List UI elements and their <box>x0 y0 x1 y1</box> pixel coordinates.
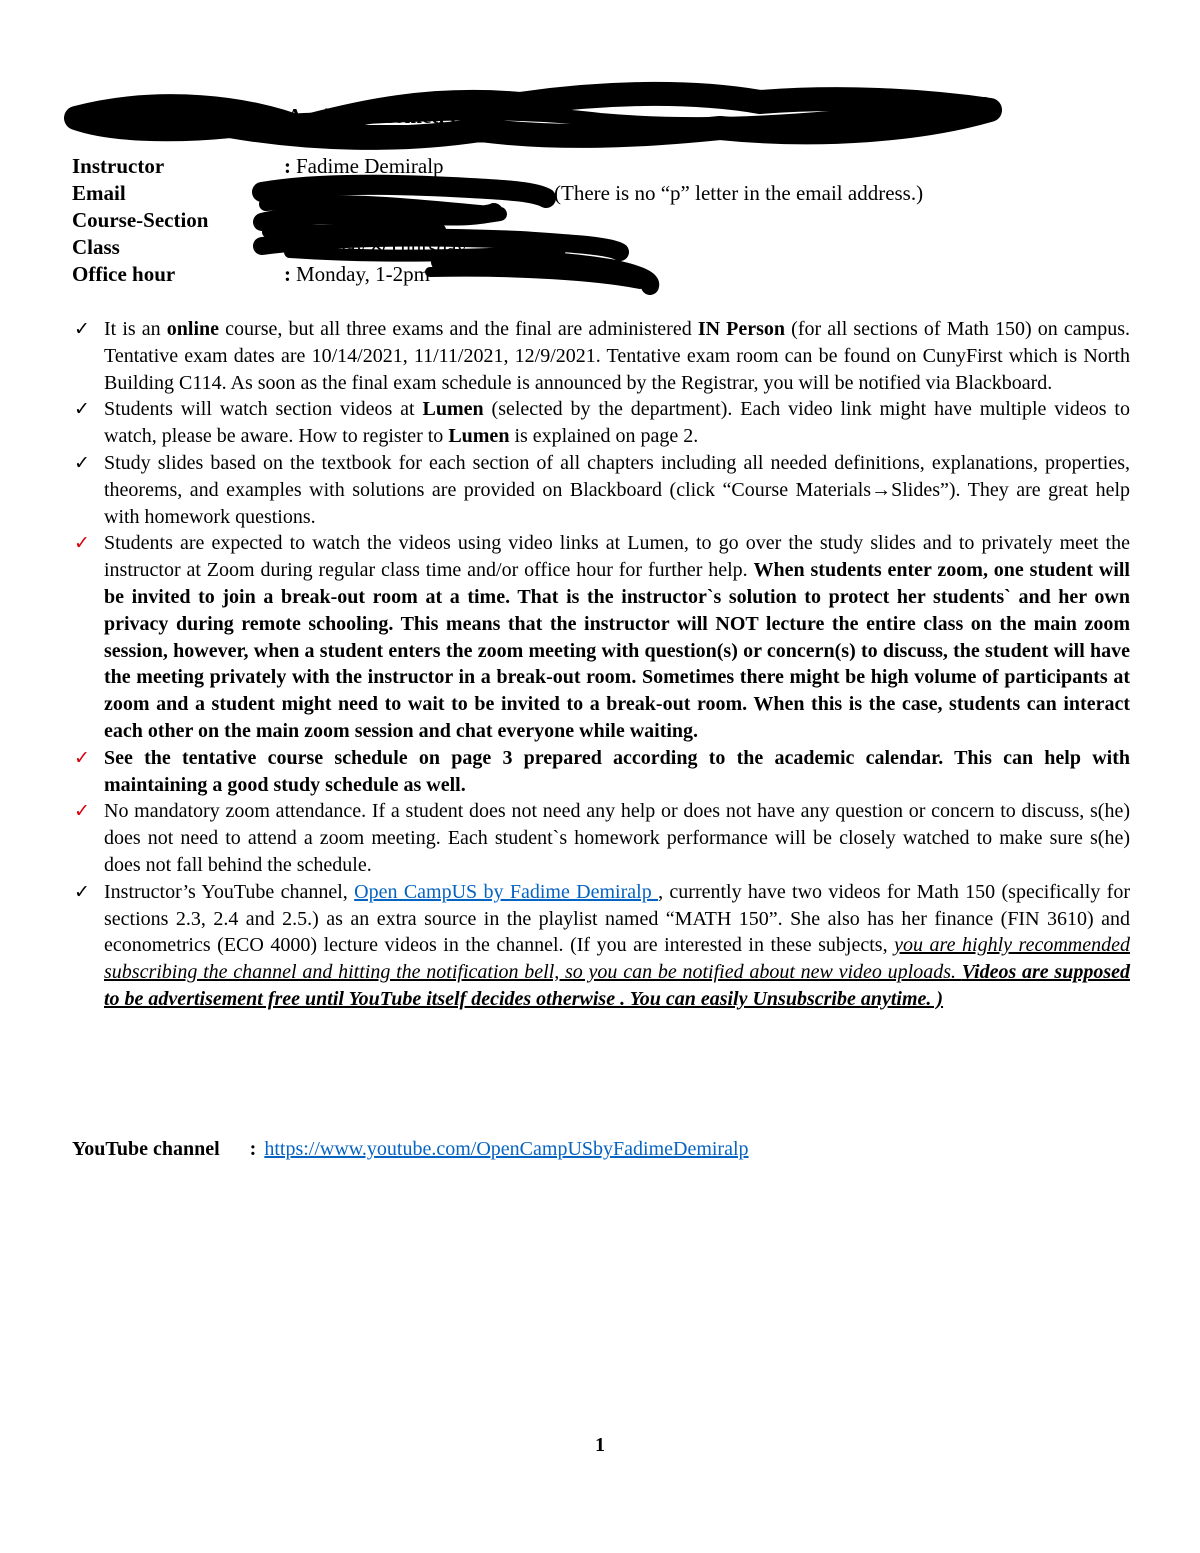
info-label: Course-Section <box>72 208 209 232</box>
youtube-label: YouTube channel <box>72 1138 220 1160</box>
youtube-url-link[interactable]: https://www.youtube.com/OpenCampUSbyFadimeDemiralp <box>264 1138 749 1160</box>
bullet-text-italic-underline: you are highly recommended subscribing the channel and hitting the notification bell, so you can be notified about new video uploads. <box>104 934 1130 984</box>
youtube-channel-link[interactable]: Open CampUS by Fadime Demiralp <box>354 880 659 903</box>
bullet-text: It is an <box>104 318 167 340</box>
info-label: Instructor <box>72 154 165 178</box>
info-colon: : <box>284 262 291 286</box>
page-number: 1 <box>595 1434 605 1456</box>
bullet-text-bold: Lumen <box>422 398 484 421</box>
checkmark-icon: ✓ <box>74 880 90 903</box>
checkmark-icon: ✓ <box>74 746 90 769</box>
checkmark-icon: ✓ <box>74 800 90 823</box>
info-colon: : <box>284 181 291 205</box>
info-label: Office hour <box>72 262 176 286</box>
checkmark-icon: ✓ <box>74 398 90 421</box>
info-colon: : <box>284 154 291 178</box>
info-colon: : <box>284 208 291 232</box>
bullet-text: (for all sections of Math 150) on campus. Tentative exam dates are 10/14/2021, 11/11/2021, 12/9/2021. Tentative exam room can be found on CunyFirst which is North Building C114. As soon as the final exam schedule is announced by the Registrar, you will be notified via Blackboard. <box>104 318 1131 394</box>
checkmark-icon: ✓ <box>74 451 90 474</box>
bullet-text: No mandatory zoom attendance. If a student does not need any help or does not have any question or concern to discuss, s(he) does not need to attend a zoom meeting. Each student`s homework performance will be closely watched to make sure s(he) does not fall behind the schedule. <box>104 800 1130 876</box>
checkmark-icon: ✓ <box>74 318 90 340</box>
bullet-text: Study slides based on the textbook for each section of all chapters including all needed definitions, explanations, properties, theorems, and examples with solutions are provided on Blackboard (click “Course Materials→Slides”). They are great help with homework questions. <box>104 451 1130 528</box>
bullet-text-bold: IN Person <box>697 318 786 340</box>
bullet-text: (selected by the department). Each video link might have multiple videos to watch, please be aware. How to register to <box>104 398 1130 448</box>
bullet-text: Students are expected to watch the videos using video links at Lumen, to go over the study slides and to privately meet the instructor at Zoom during regular class time and/or office hour for further help. <box>104 532 1130 582</box>
info-value: Monday, 1-2pm <box>296 262 430 286</box>
info-value: Monday &Thursday <box>296 235 467 259</box>
bullet-text: is explained on page 2. <box>509 425 699 448</box>
info-colon: : <box>284 235 291 259</box>
info-label: Email <box>72 181 126 205</box>
bullet-text-bold: See the tentative course schedule on page 3 prepared according to the academic calendar. This can help with maintaining a good study schedule as well. <box>104 746 1130 796</box>
redaction-stroke-section <box>262 212 494 222</box>
bullet-text-bold-italic-underline: Videos are supposed to be advertisement free until YouTube itself decides otherwise . You can easily Unsubscribe anytime. ) <box>104 961 1130 1010</box>
checkmark-icon: ✓ <box>74 532 90 555</box>
bullet-text: course, but all three exams and the final are administered <box>219 318 698 340</box>
bullet-text-bold: When students enter zoom, one student will be invited to join a break-out room at a time. That is the instructor`s solution to protect her students` and her own privacy during remote schooling. This means that the instructor will NOT lecture the entire class on the main zoom session, however, when a student enters the zoom meeting with question(s) or concern(s) to discuss, the student will have the meeting privately with the instructor in a break-out room. Sometimes there might be high volume of participants at zoom and a student might need to wait to be invited to a break-out room. When this is the case, students can interact each other on the main zoom session and chat everyone while waiting. <box>104 559 1130 742</box>
bullet-text-bold: online <box>166 318 220 340</box>
course-title: M 150 — Calculus with Analytic Geometry <box>72 104 459 128</box>
email-note: (There is no “p” letter in the email address.) <box>554 181 924 205</box>
bullet-text: , currently have two videos for Math 150 (specifically for sections 2.3, 2.4 and 2.5.) as an extra source in the playlist named “MATH 150”. She also has her finance (FIN 3610) and econometrics (ECO 4000) lecture videos in the channel. (If you are interested in these subjects, <box>104 880 1131 957</box>
info-label: Class <box>72 235 120 259</box>
bullet-text-bold: Lumen <box>448 425 510 448</box>
info-value: Fadime Demiralp <box>296 154 444 178</box>
bullet-text: Students will watch section videos at <box>104 398 423 421</box>
bullet-text: Instructor’s YouTube channel, <box>104 880 355 903</box>
youtube-colon: : <box>249 1138 257 1160</box>
